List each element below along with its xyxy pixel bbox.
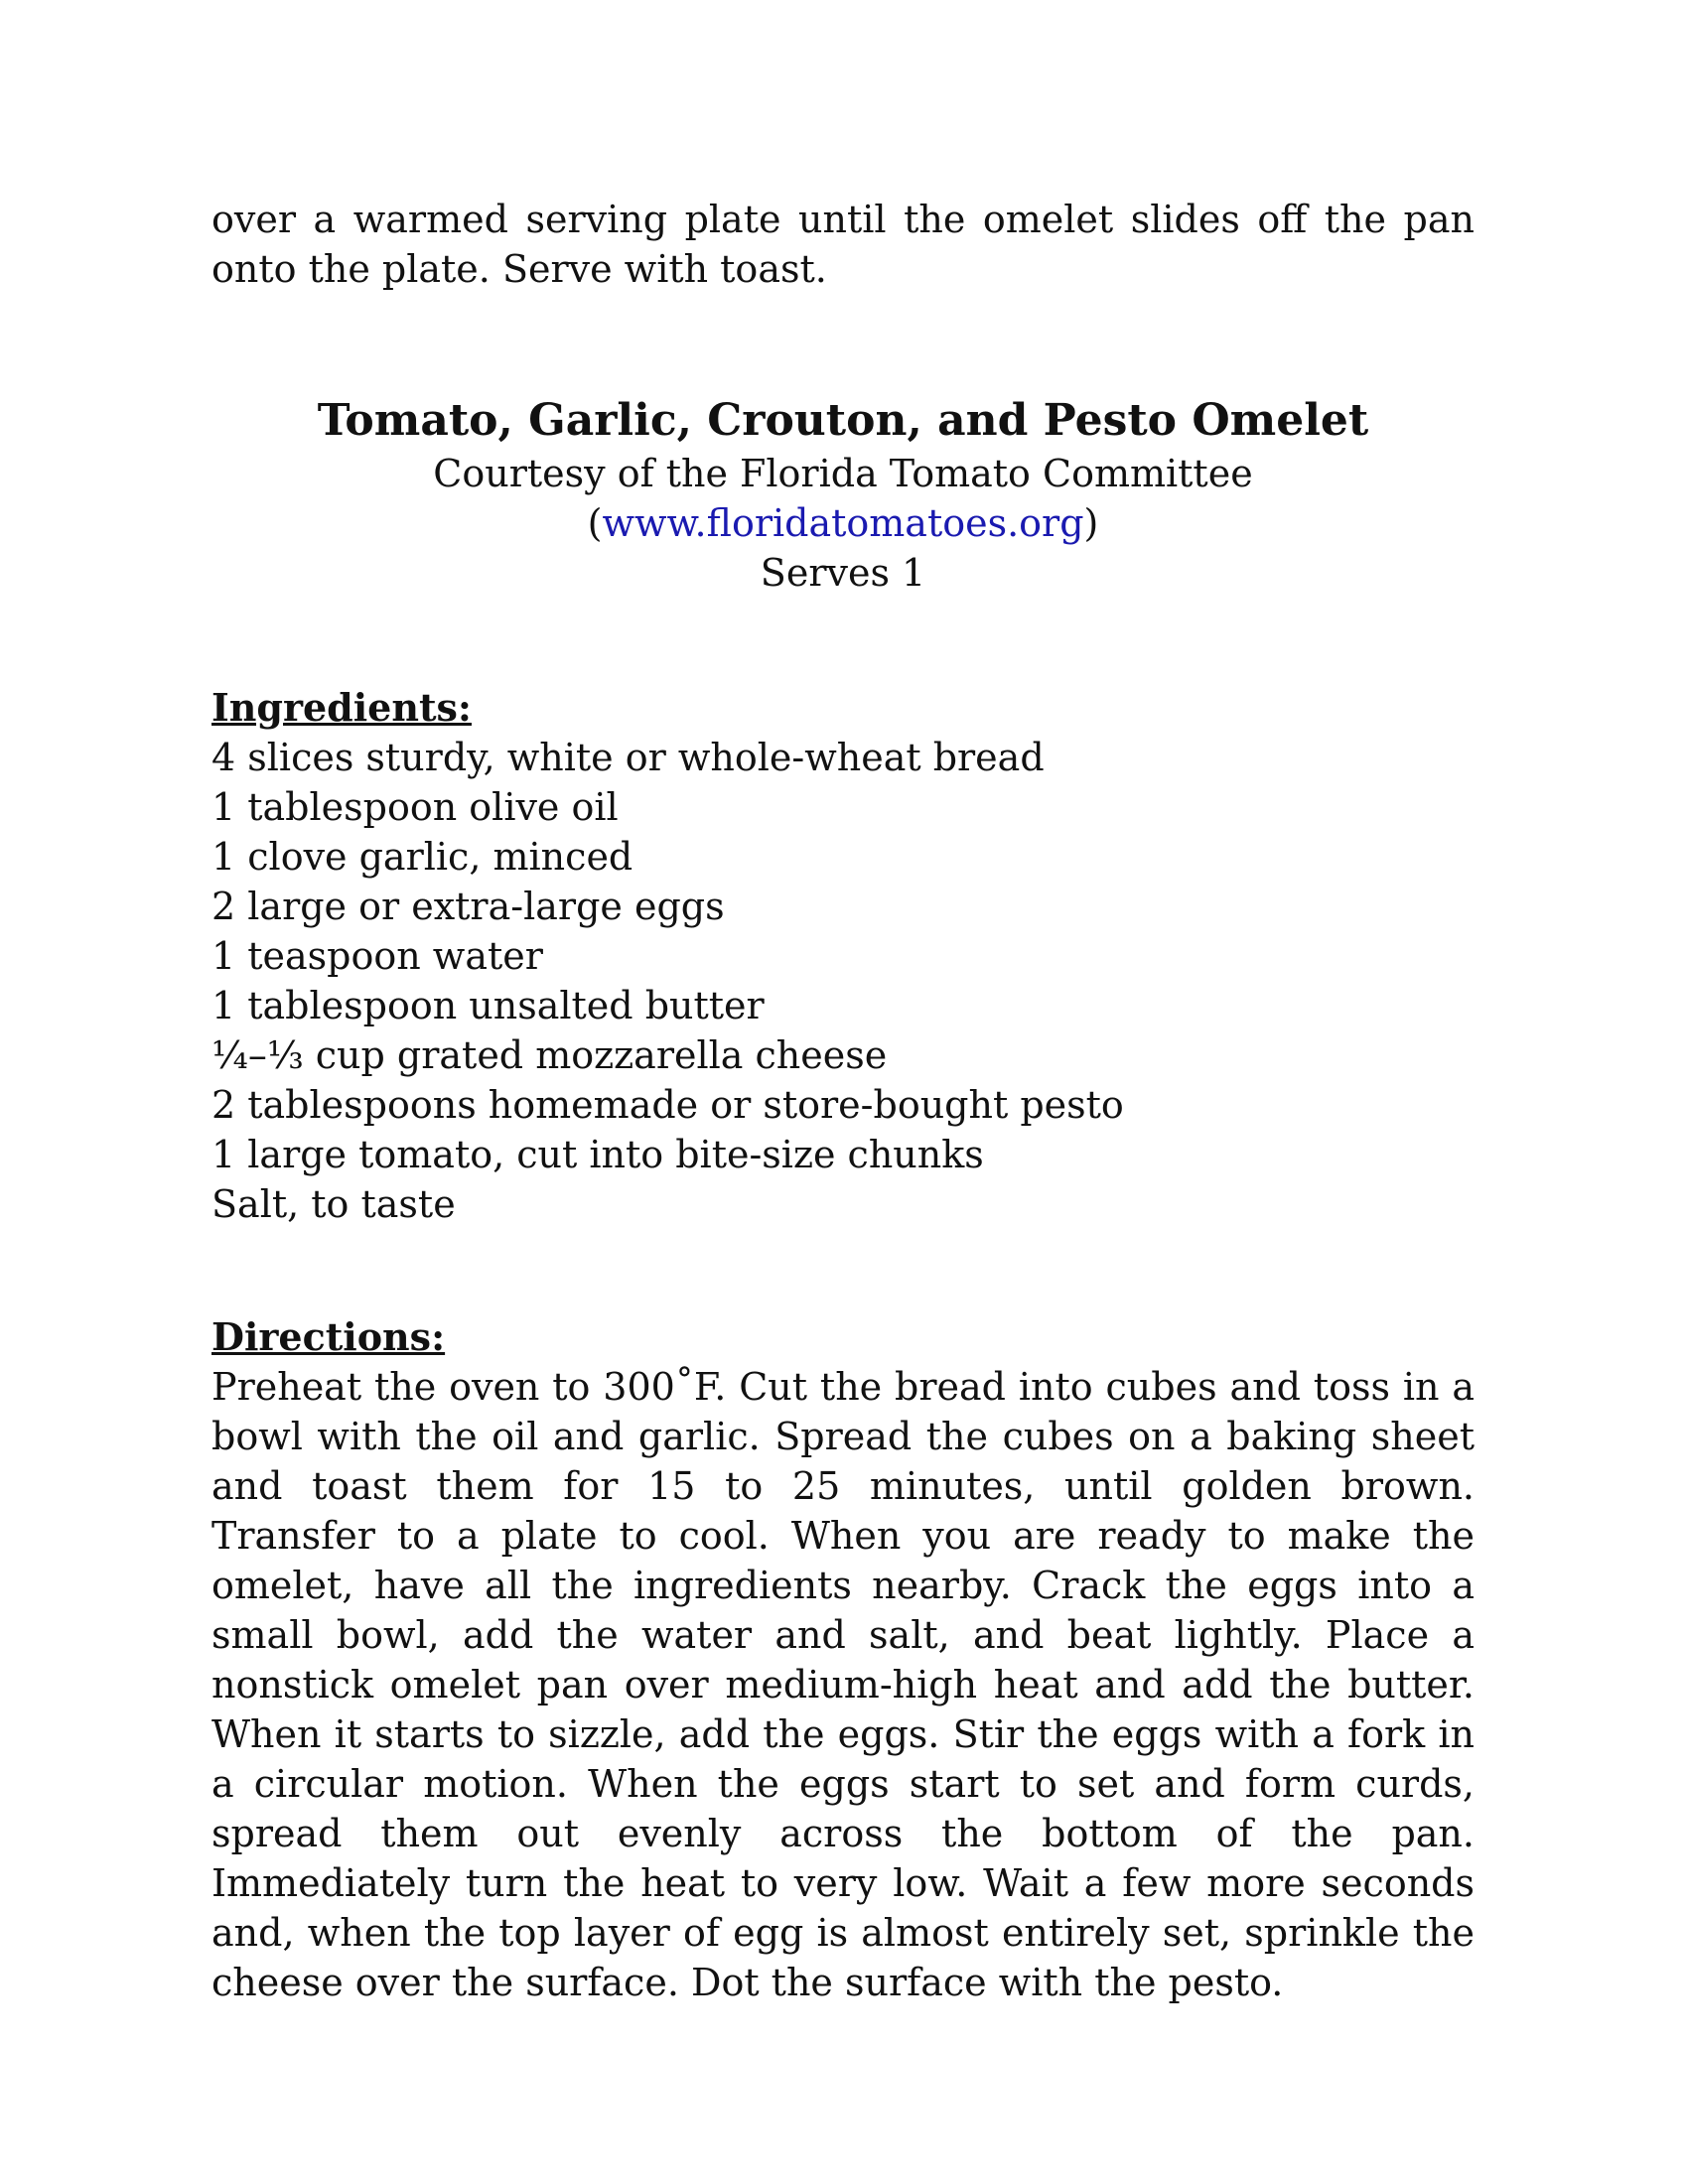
ingredient-item: 2 large or extra-large eggs [211, 885, 725, 928]
directions-paragraph: Preheat the oven to 300˚F. Cut the bread into cubes and toss in a bowl with the oil and garlic. Spread the cubes on a baking sheet and toast them for 15 to 25 minutes, until golden brown. Transfer to a plate to cool. When you are ready to make the omelet, have all the ingredients nearby. Crack the eggs into a small bowl, add the water and salt, and beat lightly. Place a nonstick omelet pan over medium-high heat and add the butter. When it starts to sizzle, add the eggs. Stir the eggs with a fork in a circular motion. When the eggs start to set and form curds, spread them out evenly across the bottom of the pan. Immediately turn the heat to very low. Wait a few more seconds and, when the top layer of egg is almost entirely set, sprinkle the cheese over the surface. Dot the surface with the pesto. [211, 1365, 1475, 2004]
ingredient-item: 1 teaspoon water [211, 934, 543, 978]
ingredient-item: 1 large tomato, cut into bite-size chunks [211, 1133, 984, 1176]
directions-heading: Directions: [211, 1314, 446, 1359]
ingredients-heading: Ingredients: [211, 685, 472, 730]
ingredients-list [211, 733, 1475, 1229]
intro-paragraph: over a warmed serving plate until the omelet slides off the pan onto the plate. Serve with toast. [211, 198, 1475, 291]
recipe-website-link[interactable]: www.floridatomatoes.org [602, 501, 1084, 545]
recipe-serves: Serves 1 [760, 551, 926, 595]
document-page [211, 195, 1475, 2007]
ingredient-item: ¼–⅓ cup grated mozzarella cheese [211, 1033, 888, 1077]
ingredient-item: 1 tablespoon olive oil [211, 785, 619, 829]
link-close-paren: ) [1083, 501, 1099, 545]
ingredient-item: 1 clove garlic, minced [211, 835, 633, 879]
recipe-title: Tomato, Garlic, Crouton, and Pesto Omelet [317, 395, 1369, 446]
ingredient-item: 4 slices sturdy, white or whole-wheat bread [211, 736, 1045, 779]
recipe-link-line [211, 498, 1475, 548]
ingredients-section [211, 683, 1475, 1229]
link-open-paren: ( [587, 501, 603, 545]
recipe-credit: Courtesy of the Florida Tomato Committee [433, 452, 1253, 495]
ingredient-item: 2 tablespoons homemade or store-bought pesto [211, 1083, 1124, 1127]
ingredient-item: Salt, to taste [211, 1182, 456, 1226]
ingredient-item: 1 tablespoon unsalted butter [211, 984, 765, 1027]
directions-section [211, 1312, 1475, 2007]
recipe-header [211, 393, 1475, 598]
